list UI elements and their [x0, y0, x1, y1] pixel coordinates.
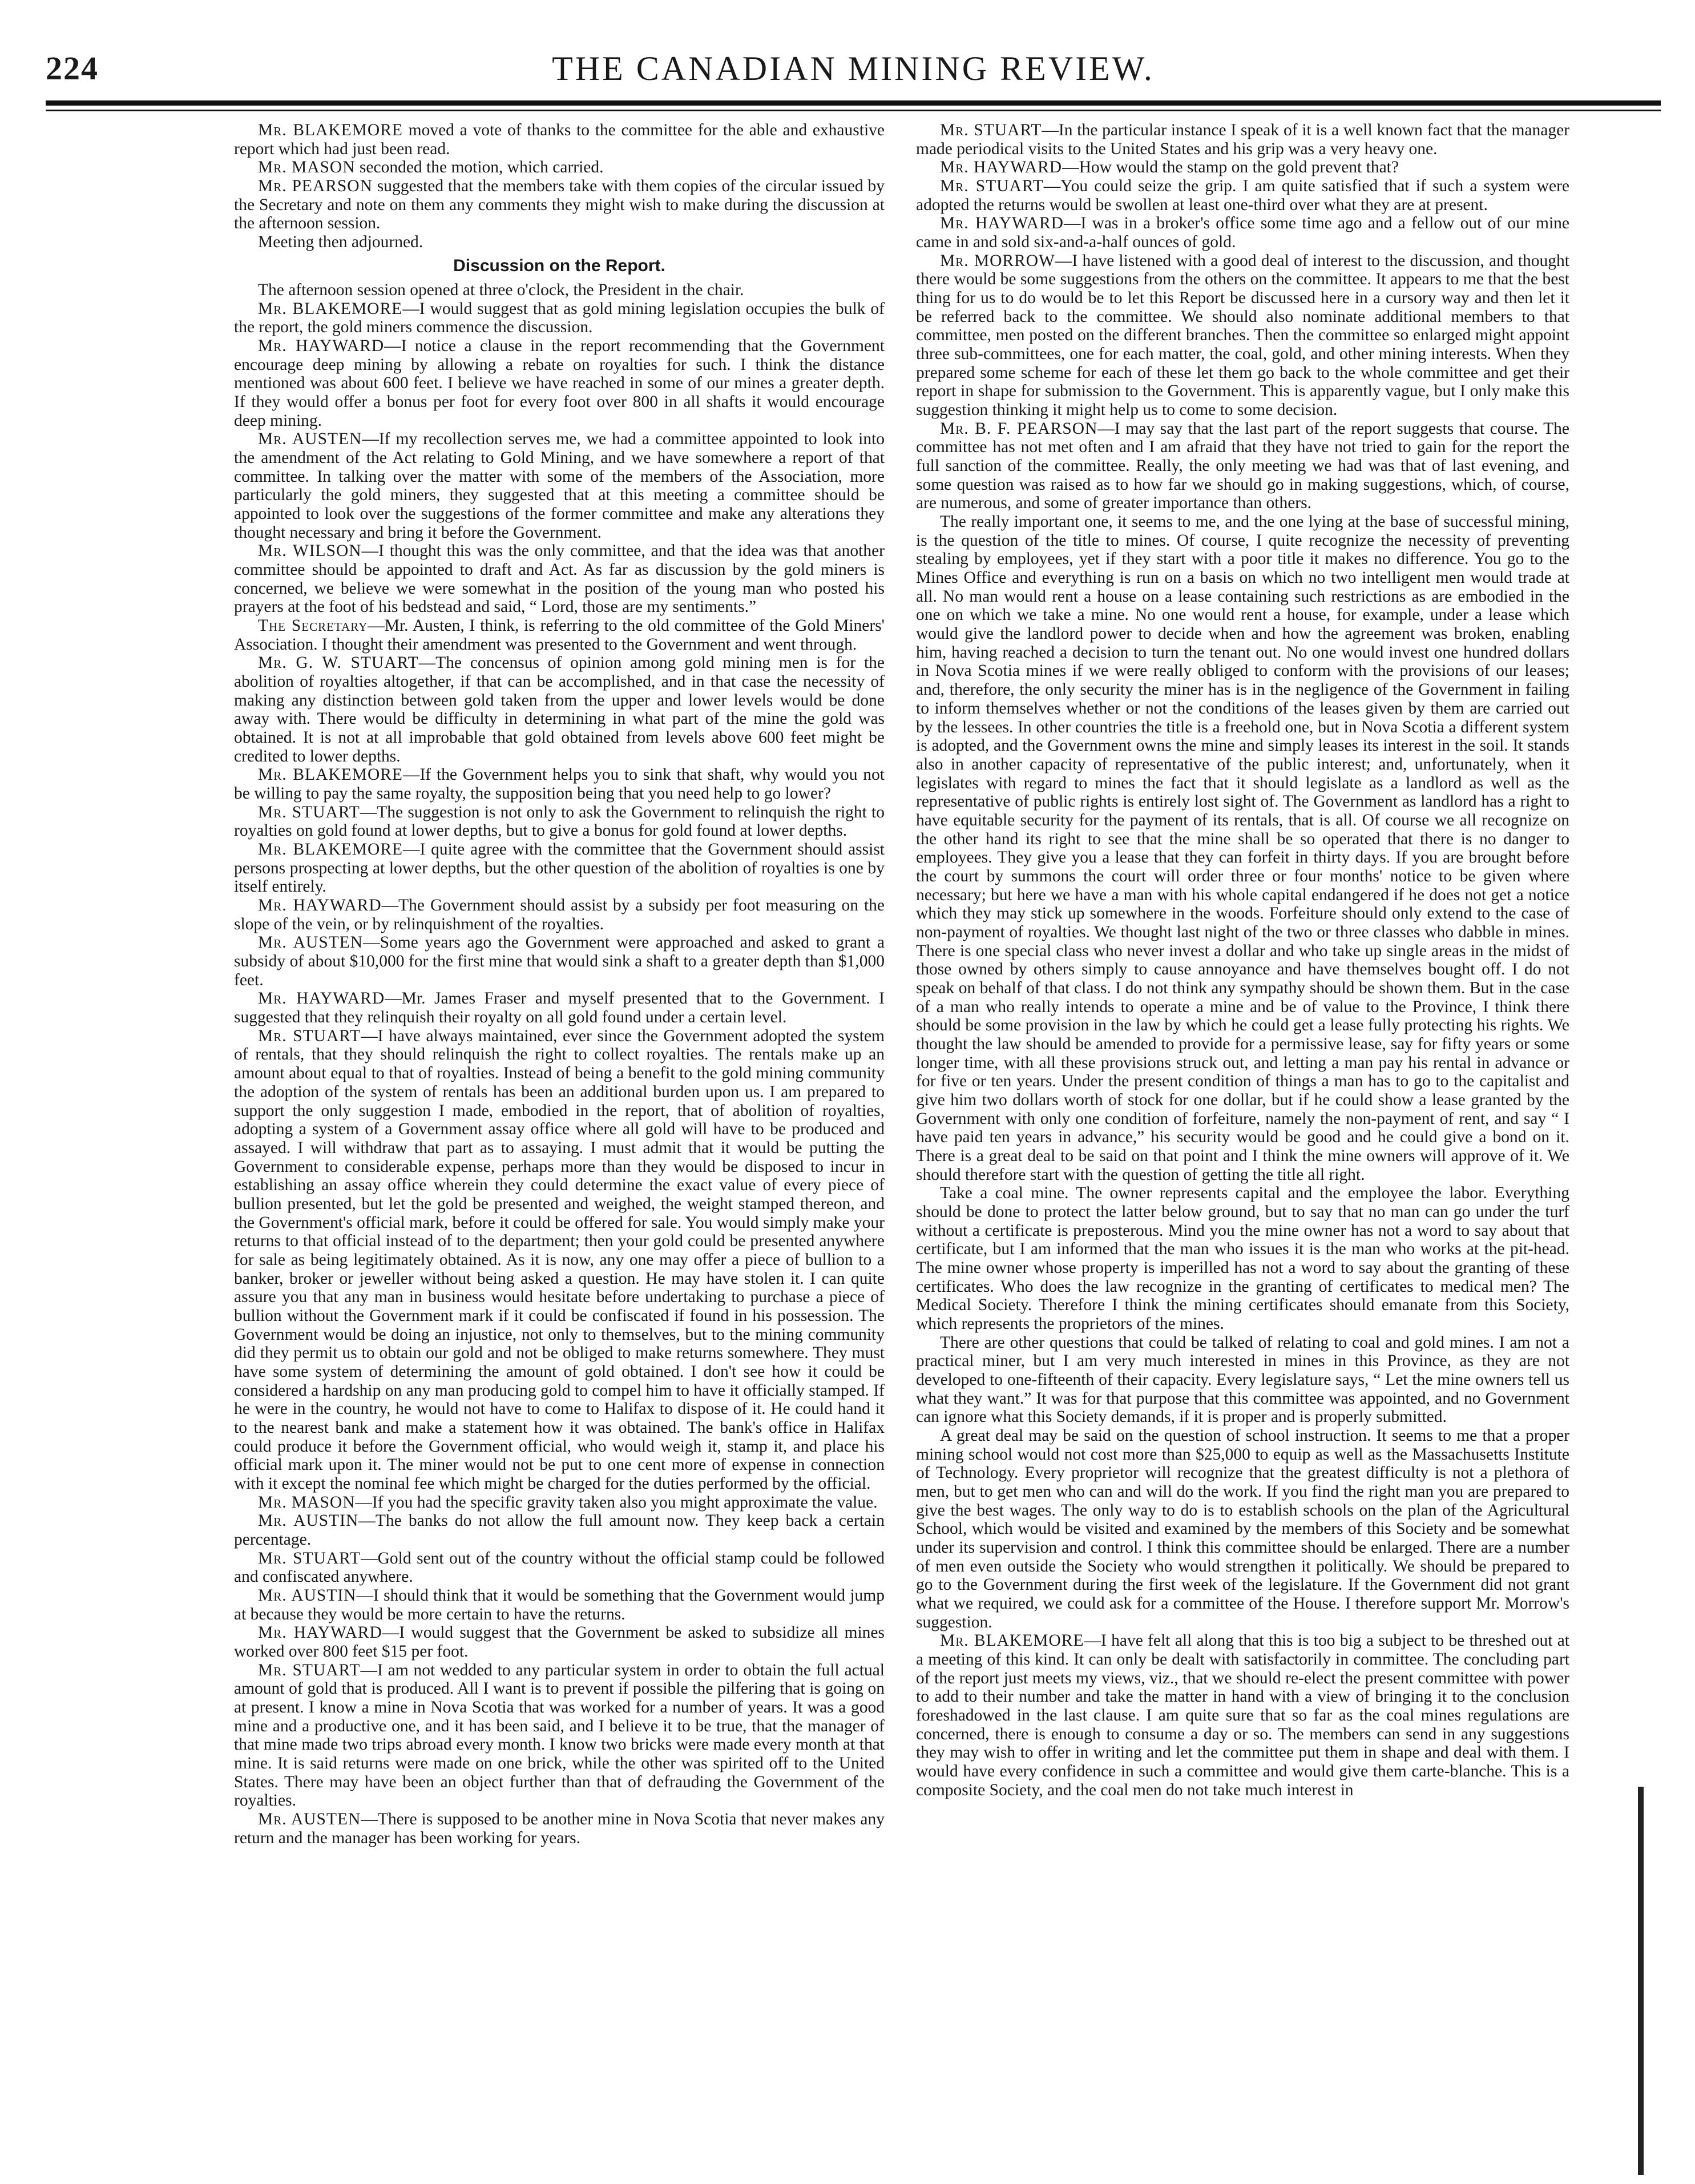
paragraph-text: —Mr. Austen, I think, is referring to the old committee of the Gold Miners' Association. I thought their amendment was presented to the Government and went through. [234, 616, 885, 654]
paragraph [234, 765, 885, 803]
speaker-name: Mr. PEARSON [258, 177, 373, 196]
paragraph-text: seconded the motion, which carried. [355, 158, 604, 177]
paragraph-text: The afternoon session opened at three o'clock, the President in the chair. [258, 280, 744, 299]
paragraph [234, 616, 885, 654]
paragraph [234, 1623, 885, 1661]
speaker-name: Mr. STUART [258, 1549, 361, 1568]
paragraph [916, 513, 1569, 1184]
paragraph [234, 1027, 885, 1493]
paragraph [234, 933, 885, 989]
paragraph-text: —I should think that it would be something that the Government would jump at because they would be more certain to have the returns. [234, 1586, 885, 1623]
paragraph-text: —Mr. James Fraser and myself presented that to the Government. I suggested that they relinquish their royalty on all gold found under a certain level. [234, 989, 885, 1027]
speaker-name: Mr. HAYWARD [258, 1623, 382, 1642]
paragraph [234, 840, 885, 896]
paragraph [916, 1631, 1569, 1799]
speaker-name: Mr. B. F. PEARSON [940, 419, 1098, 438]
paragraph-text: —I have always maintained, ever since the Government adopted the system of rentals, that they should relinquish the right to collect royalties. The rentals make up an amount about equal to that of royalties. Instead of being a benefit to the gold mining community the adoption of the system of rentals has been an additional burden upon us. I am prepared to support the only suggestion I made, embodied in the report, that of abolition of royalties, adopting a system of a Government assay office where all gold will have to be produced and assayed. I will withdraw that part as to assaying. I must admit that it would be putting the Government to considerable expense, perhaps more than they would be disposed to incur in establishing an assay office wherein they could determine the exact value of every piece of bullion presented, but let the gold be presented and weighed, the weight stamped thereon, and the Government's official mark, before it could be offered for sale. You would simply make your returns to that official instead of to the department; then your gold could be presented anywhere for sale as being legitimately obtained. As it is now, any one may offer a piece of bullion to a banker, broker or jeweller without being asked a question. He may have stolen it. I can quite assure you that any man in business would hesitate before undertaking to purchase a piece of bullion without the Government mark if it could be confiscated if found in his possession. The Government would be doing an injustice, not only to themselves, but to the mining community did they permit us to obtain our gold and not be obliged to make returns somewhere. They must have some system of determining the amount of gold obtained. I don't see how it could be considered a hardship on any man producing gold to compel him to have it officially stamped. If he were in the country, he would not have to come to Halifax to dispose of it. He could hand it to the nearest bank and make a statement how it was obtained. The bank's office in Halifax could produce it before the Government official, who would weigh it, stamp it, and place his official mark upon it. The miner would not be put to one cent more of expense in connection with it except the nominal fee which might be charged for the duties performed by the official. [234, 1026, 885, 1493]
paragraph [234, 300, 885, 337]
paragraph-text: —I may say that the last part of the report suggests that course. The committee has not met often and I am afraid that they have not tried to gain for the report the full sanction of the committee. Really, the only meeting we had was that of last evening, and some question was raised as to how far we should go in making suggestions, which, of course, are numerous, and some of greater importance than others. [916, 419, 1569, 513]
speaker-name: Mr. HAYWARD [258, 896, 382, 915]
paragraph [234, 654, 885, 765]
paragraph [916, 177, 1569, 214]
journal-title: THE CANADIAN MINING REVIEW. [552, 50, 1155, 87]
paragraph [234, 177, 885, 233]
paragraph [234, 233, 885, 252]
left-column [234, 121, 885, 2050]
paragraph [234, 281, 885, 300]
speaker-name: Mr. AUSTEN [258, 933, 364, 952]
header-rule-thin [46, 110, 1661, 111]
paragraph-text: —I have listened with a good deal of interest to the discussion, and thought there would be some suggestions from the others on the committee. It appears to me that the best thing for us to do would be to let this Report be discussed here in a cursory way and then let it be referred back to the committee. We should also nominate additional members to that committee, men posted on the different branches. Then the committee so enlarged might appoint three sub-committees, one for each matter, the coal, gold, and other mining interests. When they prepared some scheme for each of these let them go back to the whole committee and get their report in shape for submission to the Government. This is apparently vague, but I only make this suggestion thinking it might help us to come to some decision. [916, 251, 1569, 420]
paragraph-text: —If the Government helps you to sink that shaft, why would you not be willing to pay the same royalty, the supposition being that you need help to go lower? [234, 765, 885, 803]
paragraph [234, 1810, 885, 1847]
speaker-name: Mr. HAYWARD [940, 158, 1063, 177]
paragraph [234, 1493, 885, 1512]
paragraph [234, 121, 885, 158]
paragraph-text: —I would suggest that as gold mining legislation occupies the bulk of the report, the gold miners commence the discussion. [234, 299, 885, 337]
paragraph [234, 803, 885, 840]
speaker-name: Mr. G. W. STUART [258, 654, 419, 672]
paragraph [234, 1661, 885, 1810]
speaker-name: Mr. STUART [940, 121, 1042, 139]
paragraph [916, 420, 1569, 513]
paragraph-text: —The banks do not allow the full amount now. They keep back a certain percentage. [234, 1512, 885, 1549]
paragraph-text: —I would suggest that the Government be asked to subsidize all mines worked over 800 feet $15 per foot. [234, 1623, 885, 1661]
speaker-name: Mr. HAYWARD [940, 214, 1064, 233]
paragraph-text: —Some years ago the Government were approached and asked to grant a subsidy of about $10,000 for the first mine that would sink a shaft to a greater depth than $1,000 feet. [234, 933, 885, 989]
paragraph [234, 337, 885, 430]
speaker-name: Mr. HAYWARD [258, 989, 385, 1008]
paragraph [234, 1512, 885, 1549]
speaker-name: Mr. BLAKEMORE [258, 765, 403, 784]
paragraph-text: A great deal may be said on the question of school instruction. It seems to me that a proper mining school would not cost more than $25,000 to equip as well as the Massachusetts Institute of Technology. Every proprietor will recognize that the greatest difficulty is not a plethora of men, but to get men who can and will do the work. If you find the right man you are prepared to give the best wages. The only way to do is to establish schools on the plan of the Agricultural School, which would be visited and examined by the members of this Society and be somewhat under its supervision and control. I think this committee should be enlarged. There are a number of men even outside the Society who would strengthen it politically. We should be prepared to go to the Government during the first week of the legislature. If the Government did not grant what we required, we could ask for a committee of the House. I therefore support Mr. Morrow's suggestion. [916, 1427, 1569, 1631]
speaker-name: Mr. HAYWARD [258, 336, 385, 355]
paragraph-text: —I have felt all along that this is too big a subject to be threshed out at a meeting of this kind. It can only be dealt with satisfactorily in committee. The concluding part of the report just meets my views, viz., that we should re-elect the present committee with power to add to their number and take the matter in hand with a view of bringing it to the conclusion foreshadowed in the last clause. I am quite sure that so far as the coal mines regulations are concerned, there is enough to consume a day or so. The members can send in any suggestions they may wish to offer in writing and let the committee put them in shape and deal with them. I would have every confidence in such a committee and would give them carte-blanche. This is a composite Society, and the coal men do not take much interest in [916, 1631, 1569, 1799]
paragraph-text: Meeting then adjourned. [258, 233, 423, 252]
speaker-name: Mr. AUSTIN [258, 1586, 357, 1605]
paragraph-text: —I am not wedded to any particular system in order to obtain the full actual amount of gold that is produced. All I want is to prevent if possible the pilfering that is going on at present. I know a mine in Nova Scotia that was worked for a number of years. It was a good mine and a productive one, and it has been said, and I believe it to be true, that the manager of that mine made two trips abroad every month. I know two bricks were made every month at that mine. It is said returns were made on one brick, while the other was spirited off to the United States. There may have been an object further than that of defrauding the Government of the royalties. [234, 1661, 885, 1810]
paragraph-text: —How would the stamp on the gold prevent that? [1062, 158, 1399, 177]
paragraph [916, 1333, 1569, 1427]
paragraph-text: —I was in a broker's office some time ago and a fellow out of our mine came in and sold six-and-a-half ounces of gold. [916, 214, 1569, 252]
paragraph-text: —There is supposed to be another mine in Nova Scotia that never makes any return and the manager has been working for years. [234, 1810, 885, 1847]
paragraph [234, 1586, 885, 1623]
paragraph-text: —The suggestion is not only to ask the Government to relinquish the right to royalties on gold found at lower depths, but to give a bonus for gold found at lower depths. [234, 803, 885, 840]
paragraph [234, 896, 885, 933]
speaker-name: Mr. MORROW [940, 251, 1055, 270]
paragraph [916, 121, 1569, 158]
page-number: 224 [46, 50, 99, 87]
paragraph-text: —I notice a clause in the report recommending that the Government encourage deep mining by allowing a rebate on royalties for such. I think the distance mentioned was about 600 feet. I believe we have reached in some of our mines a greater depth. If they would offer a bonus per foot for every foot over 800 in all shafts it would encourage deep mining. [234, 336, 885, 430]
paragraph-text: Take a coal mine. The owner represents capital and the employee the labor. Everything should be done to protect the latter below ground, but to say that no man can go under the turf without a certificate is preposterous. Mind you the mine owner has not a word to say about that certificate, but I am informed that the man who issues it is the man who works at the pit-head. The mine owner whose property is imperilled has not a word to say about the granting of these certificates. Who does the law recognize in the granting of certificates to medical men? The Medical Society. Therefore I think the mining certificates should emanate from this Society, which represents the proprietors of the mines. [916, 1184, 1569, 1333]
paragraph [916, 1427, 1569, 1631]
paragraph [234, 158, 885, 177]
speaker-name: Mr. BLAKEMORE [258, 299, 403, 318]
paragraph-text: —I quite agree with the committee that the Government should assist persons prospecting at lower depths, but the other question of the abolition of royalties is one by itself entirely. [234, 840, 885, 896]
paragraph [234, 989, 885, 1026]
paragraph [916, 158, 1569, 177]
speaker-name: Mr. AUSTIN [258, 1512, 359, 1530]
speaker-name: Mr. STUART [258, 803, 360, 821]
paragraph [916, 252, 1569, 420]
paragraph-text: —Gold sent out of the country without the official stamp could be followed and confiscated anywhere. [234, 1549, 885, 1586]
paragraph-text: —In the particular instance I speak of it is a well known fact that the manager made periodical visits to the United States and his grip was a very heavy one. [916, 121, 1569, 158]
paragraph [916, 214, 1569, 251]
speaker-name: Mr. MASON [258, 158, 356, 177]
speaker-name: Mr. BLAKEMORE [258, 840, 403, 859]
paragraph-text: —The Government should assist by a subsidy per foot measuring on the slope of the vein, or by relinquishment of the royalties. [234, 896, 885, 933]
paragraph-text: The really important one, it seems to me, and the one lying at the base of successful mining, is the question of the title to mines. Of course, I quite recognize the necessity of preventing stealing by employees, yet if they start with a poor title it makes no difference. You go to the Mines Office and everything is run on a basis on which no two intelligent men would trade at all. No man would rent a house on a lease containing such restrictions as are embodied in the one on which we take a mine. No one would rent a house, for example, under a lease which would give the landlord power to decide when and how the agreement was broken, enabling him, having reached a decision to turn the tenant out. No one would invest one hundred dollars in Nova Scotia mines if we were really obliged to conform with the provisions of our leases; and, therefore, the only security the miner has is in the negligence of the Government in failing to inform themselves whether or not the conditions of the leases given by them are carried out by the lessees. In other countries the title is a freehold one, but in Nova Scotia a different system is adopted, and the Government owns the mine and simply leases its interest in the soil. It stands also in another capacity of representative of the public interest; and, unfortunately, when it legislates with regard to mines the fact that it should legislate as a landlord as well as the representative of public rights is entirely lost sight of. The Government as landlord has a right to have equitable security for the payment of its rentals, that is all. Of course we all recognize on the other hand its right to see that the mine shall be so operated that there is no danger to employees. They give you a lease that they can forfeit in thirty days. If you are brought before the court by summons the court will order three or four months' notice to be given where necessary; but here we have a man with his whole capital endangered if he does not get a notice which they may stick up somewhere in the woods. Forfeiture should only extend to the case of non-payment of royalties. We thought last night of the two or three classes who dabble in mines. There is one special class who never invest a dollar and who take up single areas in the midst of those owned by others simply to cause annoyance and have themselves bought off. I do not speak on behalf of that class. I do not think any sympathy should be shown them. But in the case of a man who really intends to operate a mine and be of value to the Province, I think there should be some provision in the law by which he could get a lease fully protecting his rights. We thought the law should be amended to provide for a permissive lease, say for fifty years or some longer time, with all these provisions struck out, and letting a man pay his rental in advance or for five or ten years. Under the present condition of things a man has to go to the capitalist and give him two dollars worth of stock for one dollar, but if he could show a lease granted by the Government with only one condition of forfeiture, namely the non-payment of rent, and say “ I have paid ten years in advance,” his security would be good and he could give a bond on it. There is a great deal to be said on that point and I think the mine owners will approve of it. We should therefore start with the question of getting the title all right. [916, 513, 1569, 1184]
paragraph-text: moved a vote of thanks to the committee for the able and exhaustive report which had just been read. [234, 121, 885, 158]
speaker-name: Mr. WILSON [258, 542, 362, 561]
paragraph [234, 1549, 885, 1586]
paragraph-text: —If my recollection serves me, we had a committee appointed to look into the amendment of the Act relating to Gold Mining, and we have somewhere a report of that committee. In talking over the matter with some of the members of the Association, more particularly the gold miners, they suggested that at this meeting a committee should be appointed to look over the suggestions of the former committee and make any alterations they thought necessary and bring it before the Government. [234, 430, 885, 542]
speaker-name: Mr. MASON [258, 1493, 356, 1512]
paragraph-text: —I thought this was the only committee, and that the idea was that another committee should be appointed to draft and Act. As far as discussion by the gold miners is concerned, we believe we were somewhat in the position of the young man who posted his prayers at the foot of his bedstead and said, “ Lord, those are my sentiments.” [234, 542, 885, 616]
page-header [46, 33, 1661, 119]
paragraph [916, 1184, 1569, 1333]
speaker-name: Mr. STUART [258, 1026, 361, 1045]
paragraph-text: —If you had the specific gravity taken also you might approximate the value. [355, 1493, 878, 1512]
speaker-name: The Secretary [258, 616, 368, 635]
speaker-name: Mr. STUART [258, 1661, 361, 1679]
speaker-name: Mr. AUSTEN [258, 1810, 361, 1829]
speaker-name: Mr. STUART [940, 177, 1044, 196]
speaker-name: Mr. BLAKEMORE [940, 1631, 1084, 1650]
header-rule-thick [46, 100, 1661, 106]
paragraph-text: —You could seize the grip. I am quite satisfied that if such a system were adopted the returns would be swollen at least one-third over what they are at present. [916, 177, 1569, 214]
paragraph-text: suggested that the members take with them copies of the circular issued by the Secretary and note on them any comments they might wish to make during the discussion at the afternoon session. [234, 177, 885, 233]
speaker-name: Mr. AUSTEN [258, 430, 362, 449]
section-heading: Discussion on the Report. [453, 256, 665, 275]
scan-edge-mark [1638, 1787, 1644, 2175]
speaker-name: Mr. BLAKEMORE [258, 121, 403, 139]
paragraph-text: —The concensus of opinion among gold mining men is for the abolition of royalties altogether, if that can be accomplished, and in that case the necessity of making any distinction between gold taken from the upper and lower levels would be done away with. There would be difficulty in determining in what part of the mine the gold was obtained. It is not at all improbable that gold obtained from levels above 600 feet might be credited to lower depths. [234, 654, 885, 765]
paragraph [234, 542, 885, 616]
paragraph [234, 430, 885, 542]
paragraph-text: There are other questions that could be talked of relating to coal and gold mines. I am not a practical miner, but I am very much interested in mines in this Province, as they are not developed to one-fifteenth of their capacity. Every legislature says, “ Let the mine owners tell us what they want.” It was for that purpose that this committee was appointed, and no Government can ignore what this Society demands, if it is proper and is properly submitted. [916, 1333, 1569, 1427]
right-column [916, 121, 1569, 2050]
